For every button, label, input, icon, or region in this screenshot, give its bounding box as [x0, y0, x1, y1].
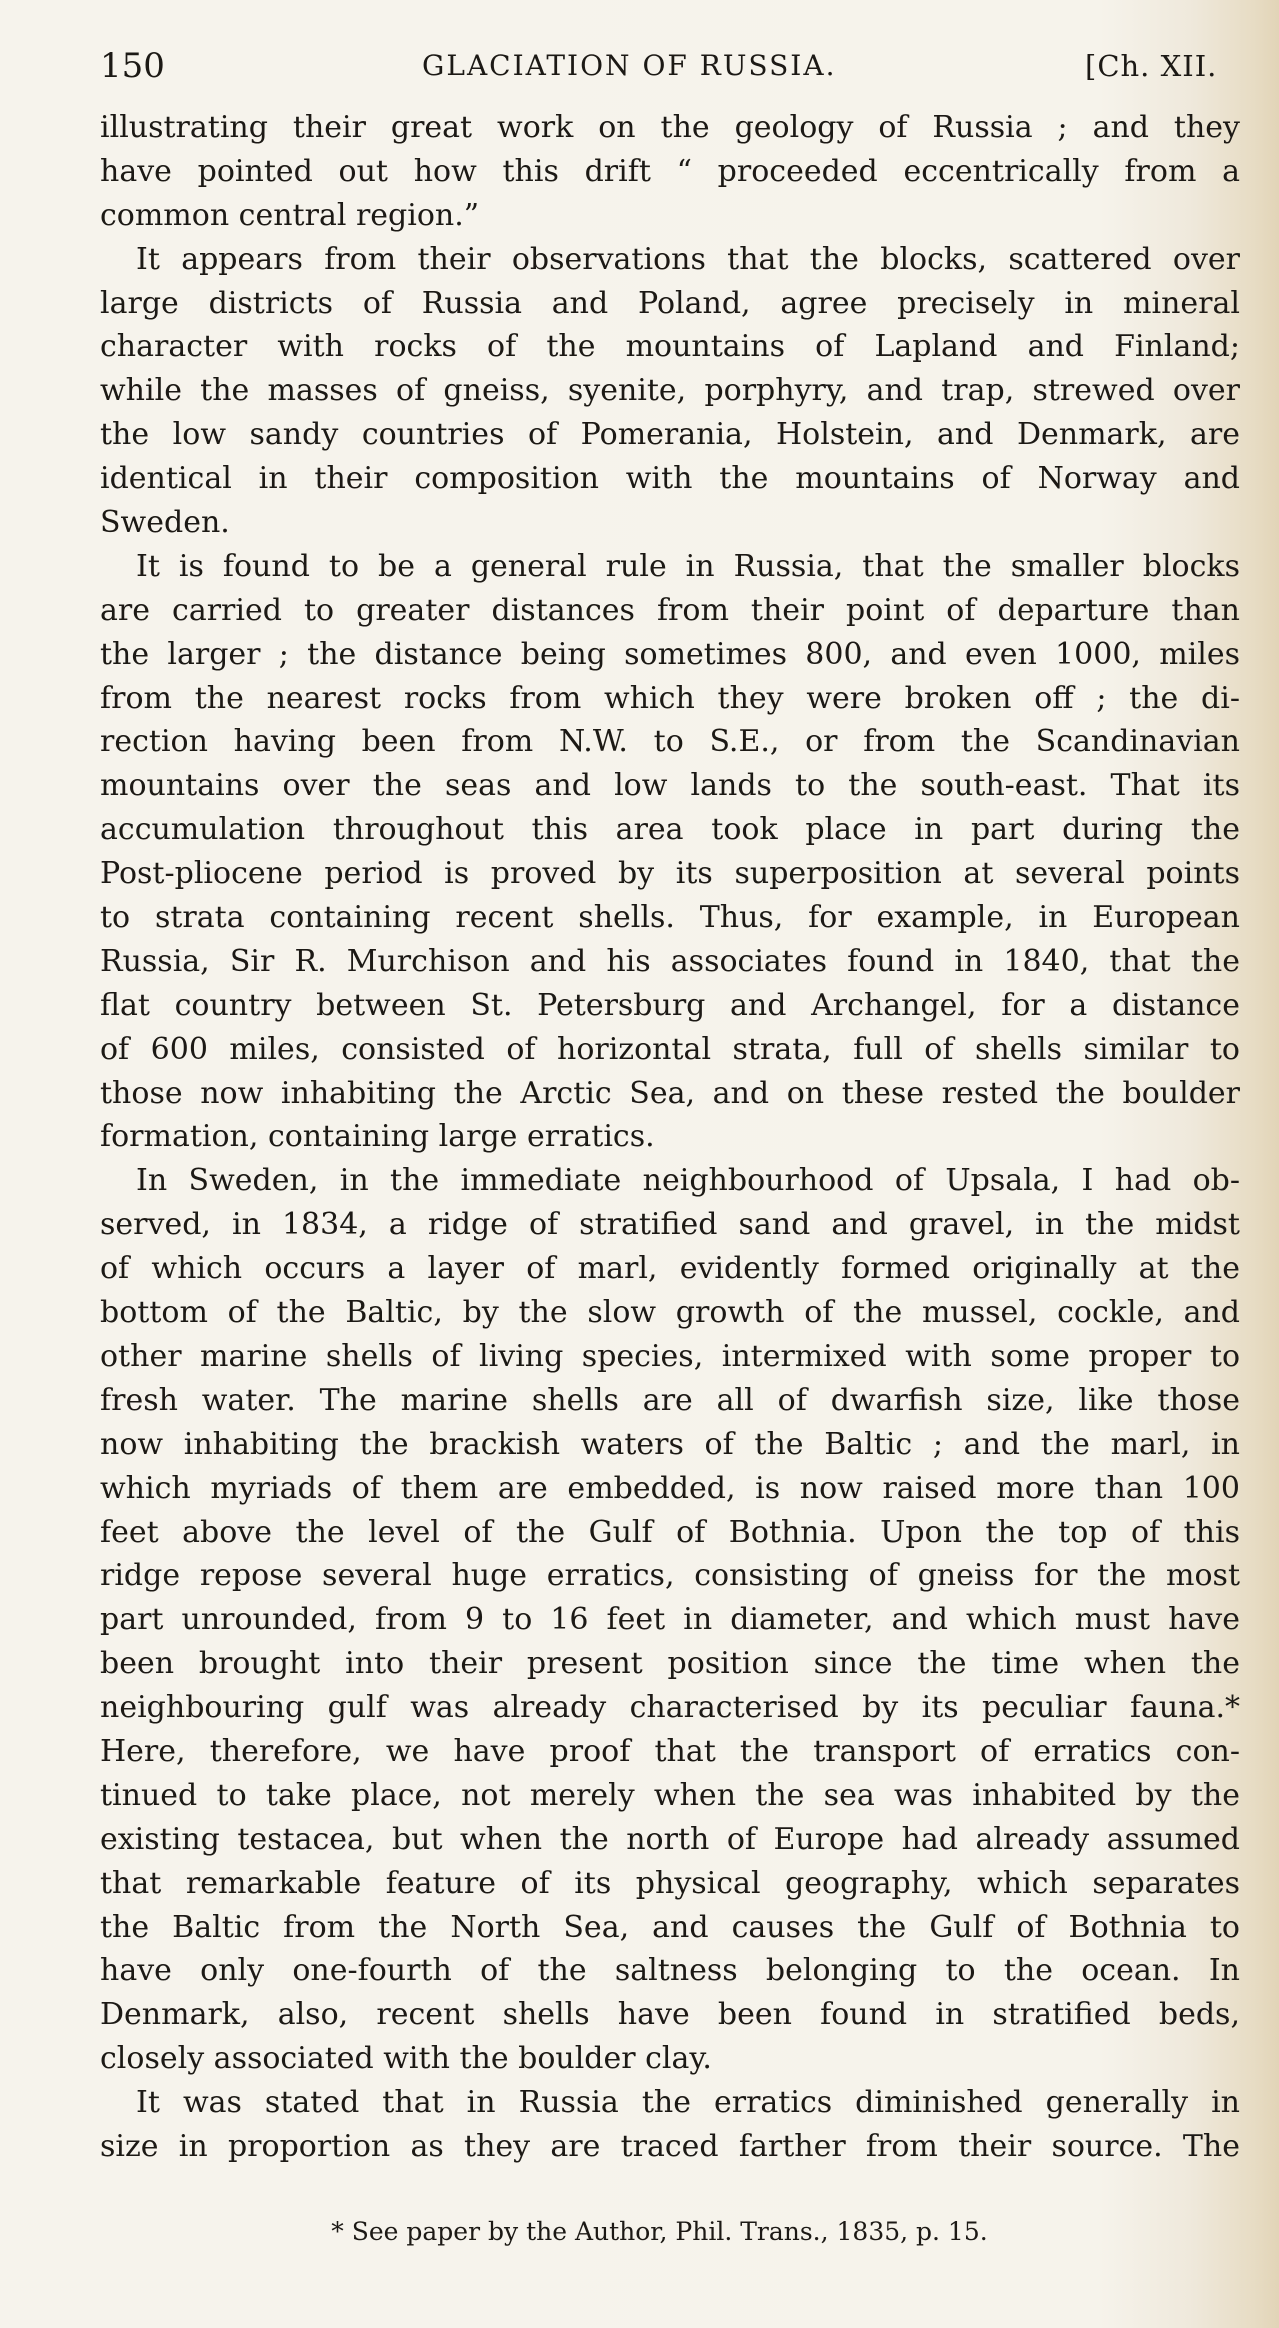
text-line: that remarkable feature of its physical geography, which separates: [100, 1865, 1240, 1901]
text-line: the larger ; the distance being sometimes 800, and even 1000, miles: [100, 636, 1240, 672]
text-line: Here, therefore, we have proof that the transport of erratics con-: [100, 1733, 1240, 1769]
text-line: bottom of the Baltic, by the slow growth of the mussel, cockle, and: [100, 1295, 1240, 1331]
text-line: Sweden.: [100, 505, 230, 541]
text-line: closely associated with the boulder clay.: [100, 2041, 712, 2077]
text-line: accumulation throughout this area took place in part during the: [100, 812, 1240, 848]
text-line: to strata containing recent shells. Thus, for example, in European: [100, 900, 1240, 936]
text-line: identical in their composition with the mountains of Norway and: [100, 461, 1240, 497]
text-line: which myriads of them are embedded, is now raised more than 100: [100, 1470, 1240, 1506]
text-line: flat country between St. Petersburg and Archangel, for a distance: [100, 987, 1240, 1023]
text-line: part unrounded, from 9 to 16 feet in diameter, and which must have: [100, 1602, 1240, 1638]
text-line: It appears from their observations that the blocks, scattered over: [136, 241, 1240, 277]
text-line: mountains over the seas and low lands to the south-east. That its: [100, 768, 1240, 804]
body-text: [100, 106, 1240, 2169]
text-line: been brought into their present position since the time when the: [100, 1646, 1240, 1682]
text-line: neighbouring gulf was already characterised by its peculiar fauna.*: [100, 1690, 1240, 1726]
text-line: while the masses of gneiss, syenite, porphyry, and trap, strewed over: [100, 373, 1240, 409]
text-line: rection having been from N.W. to S.E., or from the Scandinavian: [100, 724, 1240, 760]
text-line: In Sweden, in the immediate neighbourhood of Upsala, I had ob-: [136, 1163, 1240, 1199]
text-line: It was stated that in Russia the erratics diminished generally in: [136, 2085, 1240, 2121]
running-head: [100, 44, 1240, 88]
text-line: character with rocks of the mountains of Lapland and Finland;: [100, 329, 1240, 365]
text-line: are carried to greater distances from their point of departure than: [100, 592, 1240, 628]
text-line: feet above the level of the Gulf of Bothnia. Upon the top of this: [100, 1514, 1240, 1550]
text-line: large districts of Russia and Poland, agree precisely in mineral: [100, 285, 1240, 321]
text-line: have only one-fourth of the saltness belonging to the ocean. In: [100, 1953, 1240, 1989]
text-line: fresh water. The marine shells are all of dwarfish size, like those: [100, 1382, 1240, 1418]
page-number: 150: [100, 46, 165, 86]
text-line: illustrating their great work on the geology of Russia ; and they: [100, 110, 1240, 145]
text-line: of which occurs a layer of marl, evidently formed originally at the: [100, 1251, 1240, 1287]
chapter-reference: [Ch. XII.: [1085, 49, 1218, 83]
text-line: Denmark, also, recent shells have been found in stratified beds,: [100, 1997, 1240, 2033]
text-line: size in proportion as they are traced farther from their source. The: [100, 2128, 1240, 2164]
text-line: formation, containing large erratics.: [100, 1119, 655, 1155]
text-line: now inhabiting the brackish waters of the Baltic ; and the marl, in: [100, 1426, 1240, 1462]
text-line: Russia, Sir R. Murchison and his associates found in 1840, that the: [100, 943, 1240, 979]
text-line: Post-pliocene period is proved by its superposition at several points: [100, 856, 1240, 892]
text-line: the low sandy countries of Pomerania, Holstein, and Denmark, are: [100, 417, 1240, 453]
text-line: served, in 1834, a ridge of stratified sand and gravel, in the midst: [100, 1207, 1240, 1243]
text-line: other marine shells of living species, intermixed with some proper to: [100, 1338, 1240, 1374]
footnote: * See paper by the Author, Phil. Trans., 1835, p. 15.: [331, 2217, 988, 2246]
text-line: those now inhabiting the Arctic Sea, and on these rested the boulder: [100, 1075, 1240, 1111]
text-line: the Baltic from the North Sea, and causes the Gulf of Bothnia to: [100, 1909, 1240, 1945]
text-line: It is found to be a general rule in Russia, that the smaller blocks: [136, 548, 1240, 584]
text-line: of 600 miles, consisted of horizontal strata, full of shells similar to: [100, 1031, 1240, 1067]
text-line: common central region.”: [100, 197, 480, 233]
text-line: have pointed out how this drift “ proceeded eccentrically from a: [100, 153, 1240, 189]
text-line: existing testacea, but when the north of Europe had already assumed: [100, 1821, 1240, 1857]
running-title: GLACIATION OF RUSSIA.: [422, 49, 837, 82]
text-line: from the nearest rocks from which they were broken off ; the di-: [100, 680, 1240, 716]
text-line: ridge repose several huge erratics, consisting of gneiss for the most: [100, 1558, 1240, 1594]
text-line: tinued to take place, not merely when the sea was inhabited by the: [100, 1777, 1240, 1813]
